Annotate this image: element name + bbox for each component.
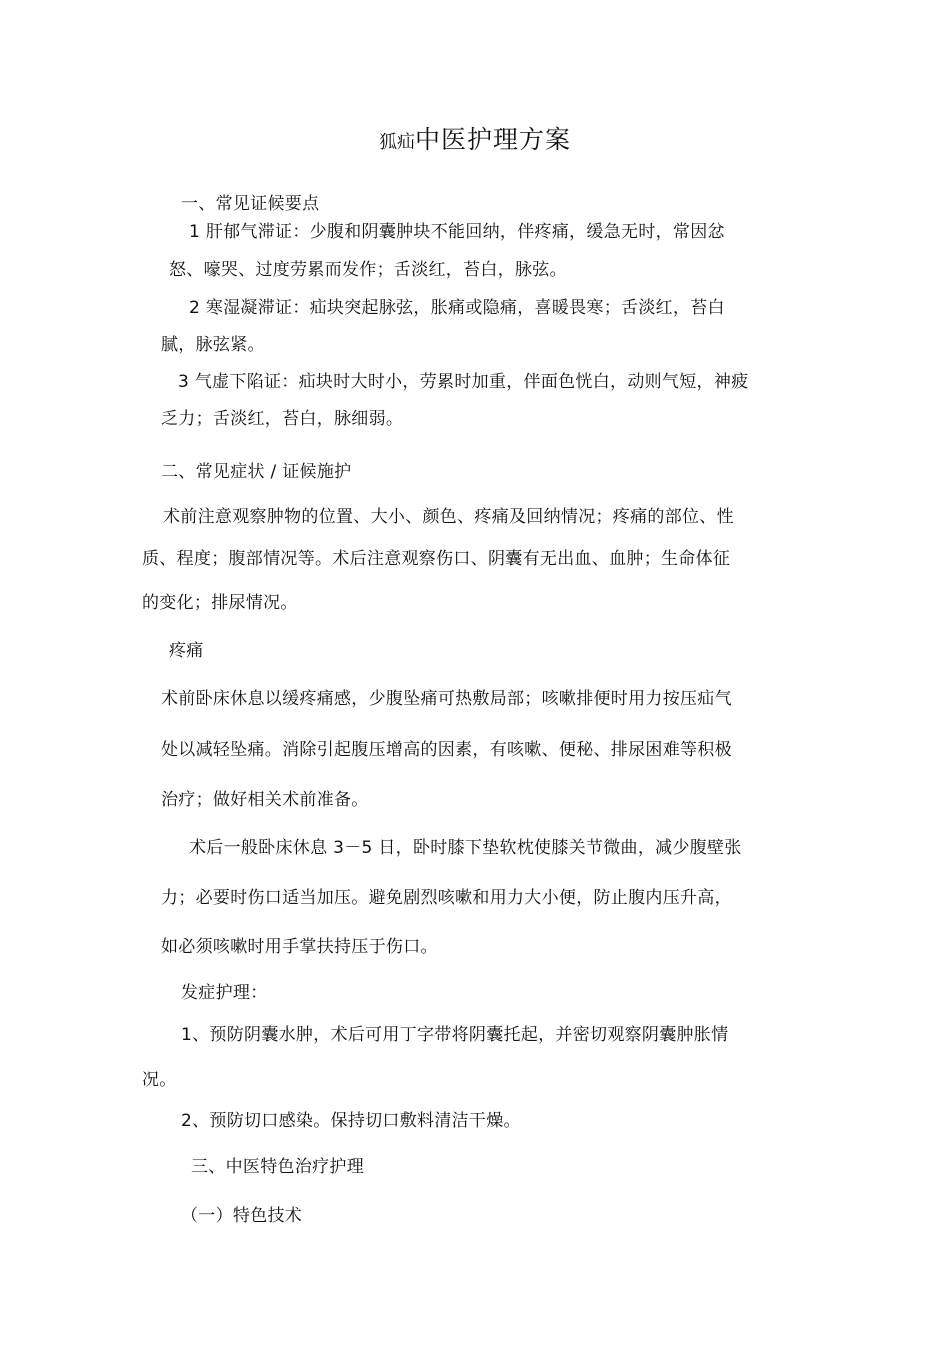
text-line: 质、程度；腹部情况等。术后注意观察伤口、阴囊有无出血、血肿；生命体征	[142, 549, 731, 569]
text-line: 1 肝郁气滞证：少腹和阴囊肿块不能回纳，伴疼痛，缓急无时，常因忿	[189, 222, 725, 242]
subheading: 发症护理：	[181, 983, 268, 1003]
text-line: 3 气虚下陷证：疝块时大时小，劳累时加重，伴面色恍白，动则气短，神疲	[178, 372, 749, 392]
text-line: 怒、嚎哭、过度劳累而发作；舌淡红，苔白，脉弦。	[169, 260, 567, 280]
text-line: 2 寒湿凝滞证：疝块突起脉弦，胀痛或隐痛，喜暖畏寒；舌淡红，苔白	[189, 298, 725, 318]
text-line: 1、预防阴囊水肿，术后可用丁字带将阴囊托起，并密切观察阴囊肿胀情	[181, 1025, 729, 1045]
text-line: 的变化；排尿情况。	[142, 593, 298, 613]
subheading: 疼痛	[169, 641, 204, 661]
text-line: 2、预防切口感染。保持切口敷料清洁干燥。	[181, 1111, 521, 1131]
text-line: 乏力；舌淡红，苔白，脉细弱。	[161, 409, 404, 429]
section-heading-3: 三、中医特色治疗护理	[191, 1157, 364, 1177]
text-line: 处以减轻坠痛。消除引起腹压增高的因素，有咳嗽、便秘、排尿困难等积极	[161, 740, 732, 760]
text-line: 如必须咳嗽时用手掌扶持压于伤口。	[161, 937, 438, 957]
text-line: 腻，脉弦紧。	[161, 335, 265, 355]
document-title	[0, 120, 950, 156]
text-line: 术前卧床休息以缓疼痛感，少腹坠痛可热敷局部；咳嗽排便时用力按压疝气	[161, 689, 732, 709]
text-line: 术后一般卧床休息 3－5 日，卧时膝下垫软枕使膝关节微曲，减少腹壁张	[189, 838, 742, 858]
subheading: （一）特色技术	[181, 1206, 303, 1226]
text-line: 力；必要时伤口适当加压。避免剧烈咳嗽和用力大小便，防止腹内压升高，	[161, 888, 732, 908]
title-prefix: 狐疝	[378, 132, 415, 153]
title-main: 中医护理方案	[414, 125, 571, 154]
text-line: 治疗；做好相关术前准备。	[161, 790, 369, 810]
section-heading-1: 一、常见证候要点	[181, 194, 320, 214]
text-line: 况。	[142, 1070, 177, 1090]
text-line: 术前注意观察肿物的位置、大小、颜色、疼痛及回纳情况；疼痛的部位、性	[163, 507, 734, 527]
section-heading-2: 二、常见症状 / 证候施护	[161, 462, 352, 482]
